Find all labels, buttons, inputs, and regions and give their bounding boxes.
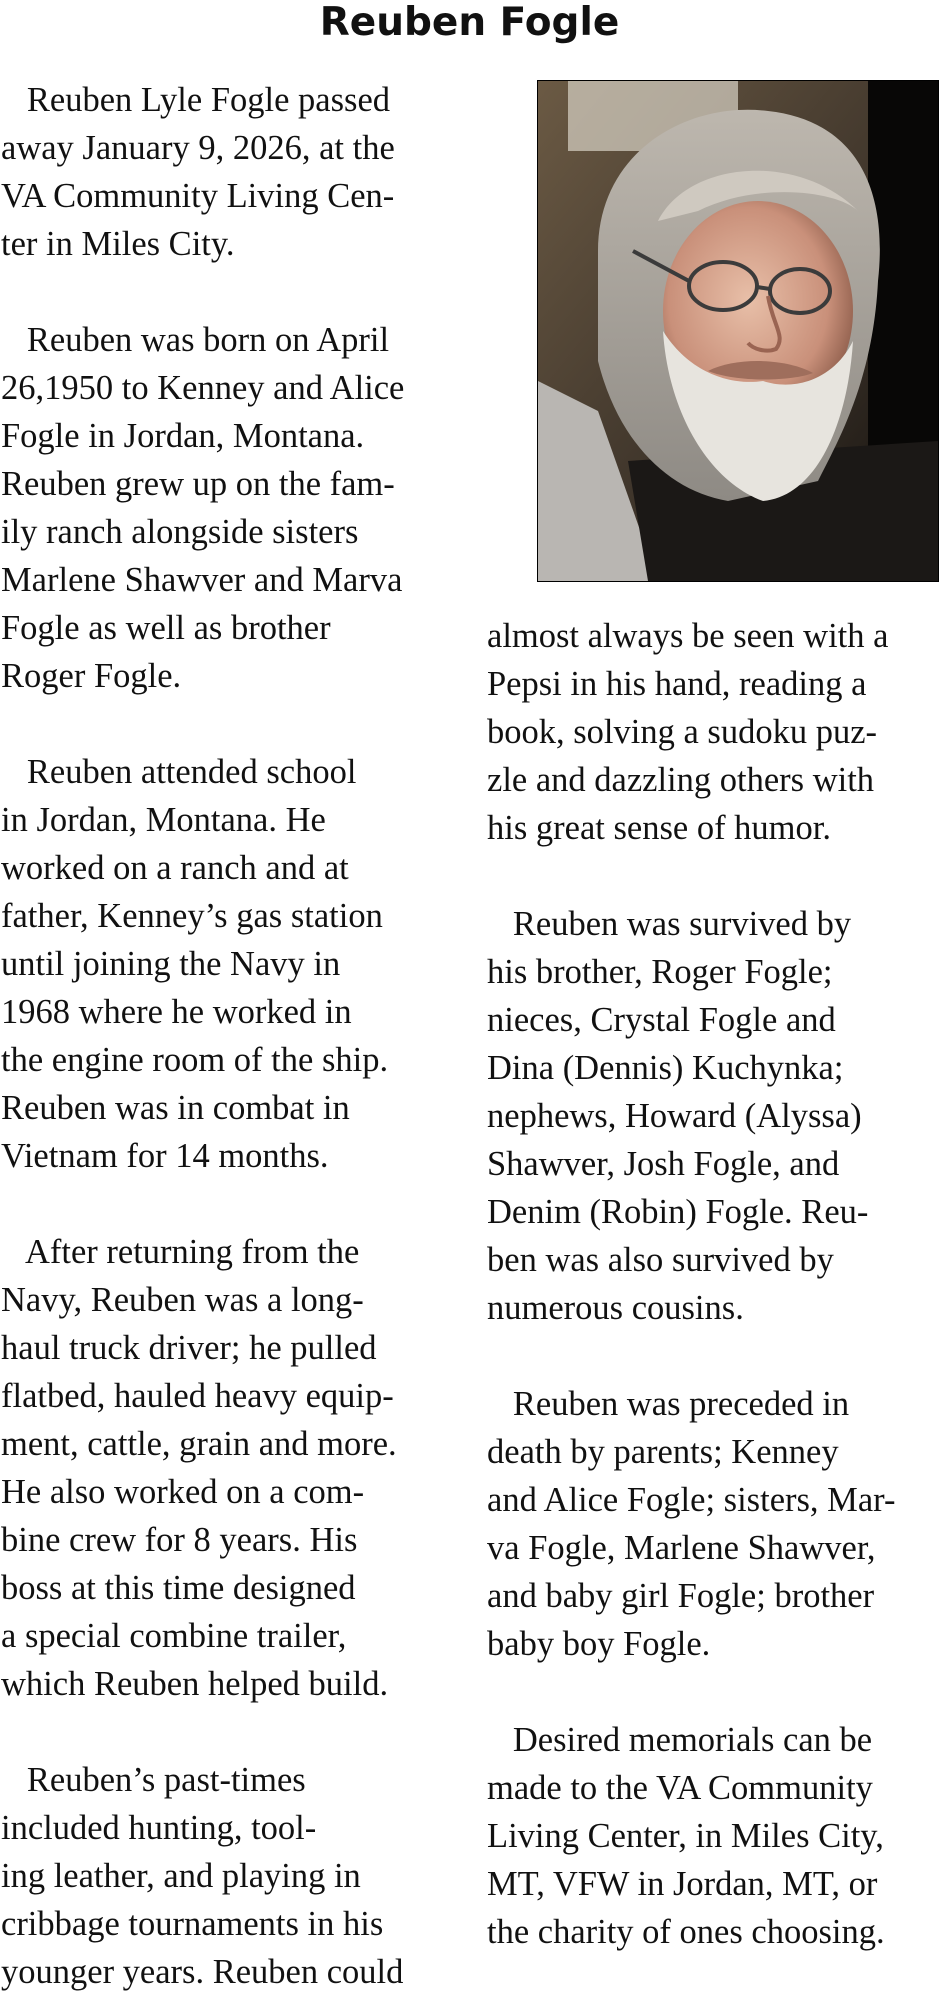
text-line: va Fogle, Marlene Shawver, bbox=[487, 1529, 876, 1567]
text-line: cribbage tournaments in his bbox=[1, 1905, 384, 1943]
text-line: baby boy Fogle. bbox=[487, 1625, 711, 1663]
text-line: flatbed, hauled heavy equip- bbox=[1, 1377, 394, 1415]
text-line: a special combine trailer, bbox=[1, 1617, 347, 1655]
text-line: numerous cousins. bbox=[487, 1289, 744, 1327]
text-line: almost always be seen with a bbox=[487, 617, 889, 655]
text-line: 26,1950 to Kenney and Alice bbox=[1, 369, 405, 407]
text-line: He also worked on a com- bbox=[1, 1473, 365, 1511]
text-line: Navy, Reuben was a long- bbox=[1, 1281, 364, 1319]
text-line: nephews, Howard (Alyssa) bbox=[487, 1097, 862, 1135]
text-line: 1968 where he worked in bbox=[1, 993, 352, 1031]
text-line: ily ranch alongside sisters bbox=[1, 513, 359, 551]
text-line: Marlene Shawver and Marva bbox=[1, 561, 403, 599]
text-line: included hunting, tool- bbox=[1, 1809, 317, 1847]
text-line: Reuben was preceded in bbox=[487, 1385, 850, 1423]
text-line: zle and dazzling others with bbox=[487, 761, 875, 799]
portrait-photo bbox=[537, 80, 939, 582]
text-line: Reuben attended school bbox=[1, 753, 357, 791]
paragraph-gap bbox=[487, 1668, 895, 1716]
text-line: in Jordan, Montana. He bbox=[1, 801, 326, 839]
text-line: ter in Miles City. bbox=[1, 225, 235, 263]
text-line: Desired memorials can be bbox=[487, 1721, 873, 1759]
text-line: until joining the Navy in bbox=[1, 945, 341, 983]
text-line: Reuben Lyle Fogle passed bbox=[1, 81, 391, 119]
text-line: Denim (Robin) Fogle. Reu- bbox=[487, 1193, 869, 1231]
text-line: away January 9, 2026, at the bbox=[1, 129, 395, 167]
text-line: made to the VA Community bbox=[487, 1769, 873, 1807]
text-line: Roger Fogle. bbox=[1, 657, 182, 695]
paragraph-gap bbox=[1, 268, 404, 316]
obituary-title: Reuben Fogle bbox=[319, 0, 620, 45]
text-line: Reuben’s past-times bbox=[1, 1761, 306, 1799]
paragraph-gap bbox=[1, 1708, 404, 1756]
text-line: bine crew for 8 years. His bbox=[1, 1521, 358, 1559]
text-line: Reuben was in combat in bbox=[1, 1089, 350, 1127]
text-line: nieces, Crystal Fogle and bbox=[487, 1001, 836, 1039]
text-line: Fogle in Jordan, Montana. bbox=[1, 417, 365, 455]
text-line: Reuben grew up on the fam- bbox=[1, 465, 395, 503]
obituary-left-column bbox=[1, 76, 404, 1996]
text-line: the charity of ones choosing. bbox=[487, 1913, 885, 1951]
text-line: MT, VFW in Jordan, MT, or bbox=[487, 1865, 878, 1903]
text-line: death by parents; Kenney bbox=[487, 1433, 839, 1471]
text-line: After returning from the bbox=[1, 1233, 360, 1271]
text-line: younger years. Reuben could bbox=[1, 1953, 404, 1991]
paragraph-gap bbox=[487, 1332, 895, 1380]
text-line: Fogle as well as brother bbox=[1, 609, 331, 647]
portrait-icon bbox=[538, 81, 938, 581]
paragraph-gap bbox=[1, 700, 404, 748]
text-line: and baby girl Fogle; brother bbox=[487, 1577, 875, 1615]
text-line: haul truck driver; he pulled bbox=[1, 1329, 377, 1367]
text-line: Reuben was survived by bbox=[487, 905, 852, 943]
text-line: VA Community Living Cen- bbox=[1, 177, 395, 215]
text-line: book, solving a sudoku puz- bbox=[487, 713, 878, 751]
text-line: which Reuben helped build. bbox=[1, 1665, 389, 1703]
text-line: ing leather, and playing in bbox=[1, 1857, 361, 1895]
text-line: worked on a ranch and at bbox=[1, 849, 349, 887]
paragraph-gap bbox=[1, 1180, 404, 1228]
text-line: ben was also survived by bbox=[487, 1241, 834, 1279]
text-line: father, Kenney’s gas station bbox=[1, 897, 383, 935]
paragraph-gap bbox=[487, 852, 895, 900]
text-line: his brother, Roger Fogle; bbox=[487, 953, 833, 991]
text-line: Reuben was born on April bbox=[1, 321, 390, 359]
text-line: Pepsi in his hand, reading a bbox=[487, 665, 867, 703]
text-line: Shawver, Josh Fogle, and bbox=[487, 1145, 840, 1183]
text-line: ment, cattle, grain and more. bbox=[1, 1425, 397, 1463]
obituary-right-column bbox=[487, 612, 895, 1956]
text-line: Dina (Dennis) Kuchynka; bbox=[487, 1049, 844, 1087]
text-line: and Alice Fogle; sisters, Mar- bbox=[487, 1481, 896, 1519]
text-line: Vietnam for 14 months. bbox=[1, 1137, 329, 1175]
text-line: the engine room of the ship. bbox=[1, 1041, 389, 1079]
text-line: boss at this time designed bbox=[1, 1569, 356, 1607]
text-line: his great sense of humor. bbox=[487, 809, 831, 847]
text-line: Living Center, in Miles City, bbox=[487, 1817, 884, 1855]
